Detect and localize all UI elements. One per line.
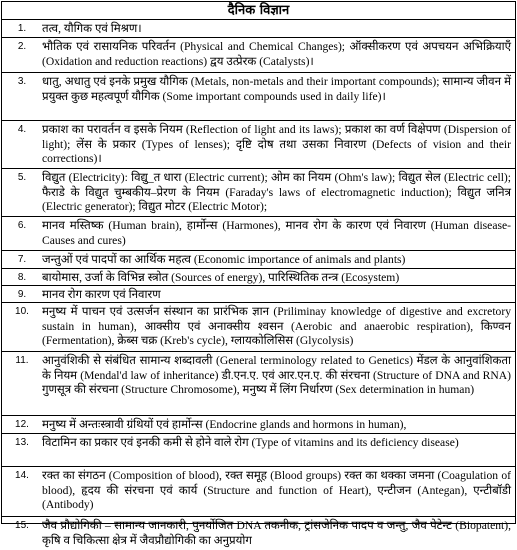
row-text: प्रकाश का परावर्तन व इसके नियम (Reflection of light and its laws); प्रकाश का वर्ण विक्षेपण (Dispersion of light); लेंस के प्रकार (Types of lenses); दृष्टि दोष तथा उसका निवारण (Defects of vision and their corrections)। <box>42 123 511 166</box>
syllabus-table <box>1 1 516 547</box>
row-number: 4. <box>17 124 27 135</box>
syllabus-row <box>2 20 515 38</box>
section-title: दैनिक विज्ञान <box>2 2 515 20</box>
row-number: 1. <box>17 23 27 34</box>
row-number: 7. <box>17 254 27 265</box>
syllabus-row <box>2 286 515 303</box>
row-number: 14. <box>15 470 29 481</box>
syllabus-row <box>2 169 515 217</box>
row-text: मनुष्य में अन्तःस्त्रावी ग्रंथियों एवं हार्मोन्स (Endocrine glands and hormons in human), <box>42 418 407 431</box>
row-text: बायोमास, उर्जा के विभिन्न स्त्रोत (Sources of energy), पारिस्थितिक तन्त्र (Ecosystem) <box>42 271 400 284</box>
row-number: 12. <box>15 419 29 430</box>
syllabus-row <box>2 434 515 467</box>
row-number: 6. <box>17 220 27 231</box>
syllabus-row <box>2 121 515 169</box>
row-text: विद्युत (Electricity): विद्यु_त धारा (Electric current); ओम का नियम (Ohm's law); विद्युत सेल (Electric cell); फैराडे के विद्युत चुम्बकीय–प्रेरण के नियम (Faraday's laws of electromagnetic induction); विद्युत जनित्र (Electric generator); विद्युत मोटर (Electric Motor); <box>42 171 511 214</box>
syllabus-row <box>2 217 515 251</box>
syllabus-row <box>2 38 515 73</box>
row-number: 3. <box>17 76 27 87</box>
syllabus-row <box>2 303 515 352</box>
syllabus-row <box>2 467 515 517</box>
row-number: 11. <box>15 355 29 366</box>
row-text: भौतिक एवं रासायनिक परिवर्तन (Physical and Chemical Changes); ऑक्सीकरण एवं अपचयन अभिक्रियाएँ (Oxidation and reduction reactions) द्वय उत्प्रेरक (Catalysts)। <box>42 40 511 68</box>
row-number: 8. <box>17 272 27 283</box>
row-text: मानव रोग कारण एवं निवारण <box>42 288 161 301</box>
row-number: 13. <box>15 437 29 448</box>
row-number: 15. <box>15 520 29 531</box>
row-text: मनुष्य में पाचन एवं उत्सर्जन संस्थान का प्रारंभिक ज्ञान (Priliminay knowledge of digestive and excretory sustain in human), आक्सीय एवं अनाक्सीय श्वसन (Aerobic and anaerobic respiration), किण्वन (Fermentation), क्रेब्स चक्र (Kreb's cycle), ग्लायकोलिसिस (Glycolysis) <box>42 305 511 348</box>
row-text: मानव मस्तिष्क (Human brain), हार्मोन्स (Harmones), मानव रोग के कारण एवं निवारण (Human disease- Causes and cures) <box>42 219 511 247</box>
row-number: 9. <box>17 289 27 300</box>
row-number: 2. <box>17 41 27 52</box>
row-text: आनुवंशिकी से संबंधित सामान्य शब्दावली (General terminology related to Genetics) मेंडल के आनुवांशिकता के नियम (Mendal'd law of inheritance) डी.एन.ए. एवं आर.एन.ए. की संरचना (Structure of DNA and RNA) गुणसूत्र की संरचना (Structure Chromosome), मनुष्य में लिंग निर्धारण (Sex determination in human) <box>42 354 511 397</box>
row-text: विटामिन का प्रकार एवं इनकी कमी से होने वाले रोग (Type of vitamins and its deficiency disease) <box>42 436 459 449</box>
row-text: तत्व, यौगिक एवं मिश्रण। <box>42 22 142 35</box>
row-number: 10. <box>15 306 29 317</box>
row-text: जन्तुओं एवं पादपों का आर्थिक महत्व (Economic importance of animals and plants) <box>42 253 406 266</box>
row-number: 5. <box>17 172 27 183</box>
syllabus-row <box>2 269 515 286</box>
syllabus-row <box>2 416 515 434</box>
syllabus-row <box>2 73 515 121</box>
syllabus-row <box>2 352 515 416</box>
syllabus-row <box>2 251 515 269</box>
row-text: जैव प्रौद्योगिकी – सामान्य जानकारी, पुनर्योजित DNA तकनीक, ट्रांसजेनिक पादप व जन्तु, जैव पेटेन्ट (Biopatent), कृषि व चिकित्सा क्षेत्र में जैवप्रौद्योगिकी का अनुप्रयोग <box>42 519 511 547</box>
row-text: धातु, अधातु एवं इनके प्रमुख यौगिक (Metals, non-metals and their important compounds); सामान्य जीवन में प्रयुक्त कुछ महत्वपूर्ण यौगिक (Some important compounds used in daily life)। <box>42 75 511 103</box>
row-text: रक्त का संगठन (Composition of blood), रक्त समूह (Blood groups) रक्त का थक्का जमना (Coagulation of blood), हृदय की संरचना एवं कार्य (Structure and function of Heart), एन्टीजन (Antegan), एन्टीबॉडी (Antibody) <box>42 469 511 512</box>
syllabus-row <box>2 517 515 550</box>
